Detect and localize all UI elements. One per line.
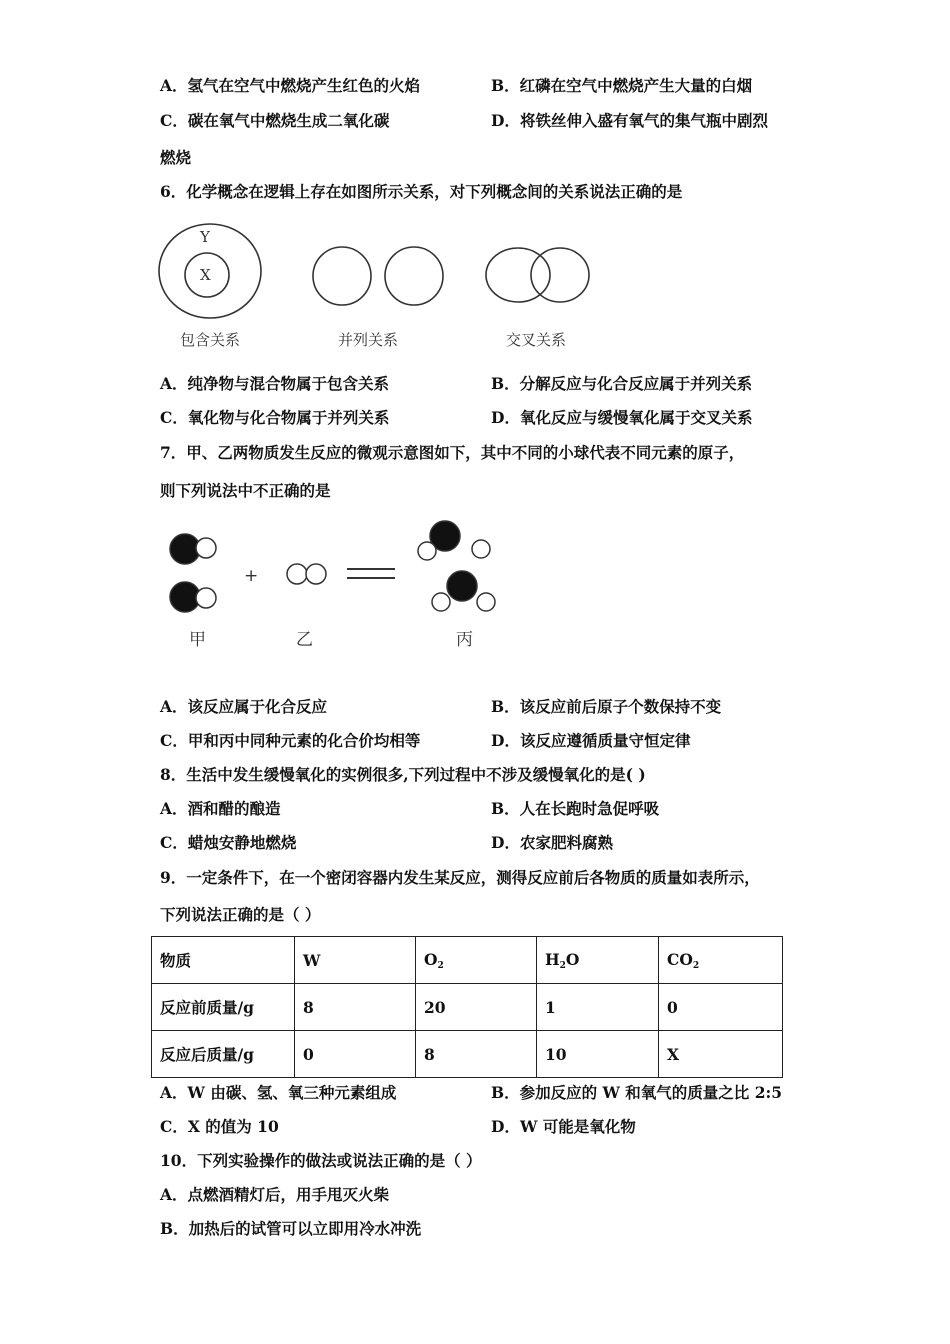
- q8-option-c: C．蜡烛安静地燃烧: [160, 833, 297, 852]
- q9-stem-line1: 9．一定条件下，在一个密闭容器内发生某反应，测得反应前后各物质的质量如表所示，: [160, 868, 760, 887]
- q7-option-a: A．该反应属于化合反应: [160, 697, 328, 716]
- table-cell: 20: [416, 984, 537, 1031]
- header-co2: $CO_2$: [659, 937, 783, 984]
- caption-parallel: 并列关系: [338, 331, 399, 349]
- table-cell: 反应前质量/g: [152, 984, 295, 1031]
- mass-table: [151, 936, 783, 1078]
- q9-option-d: D．W 可能是氧化物: [491, 1117, 636, 1136]
- table-cell: X: [659, 1031, 783, 1078]
- table-cell: 1: [537, 984, 659, 1031]
- q7-option-c: C．甲和丙中同种元素的化合价均相等: [160, 731, 421, 750]
- label-bing: 丙: [456, 630, 473, 650]
- table-cell: 0: [295, 1031, 416, 1078]
- q9-stem-line2: 下列说法正确的是（ ）: [160, 905, 321, 924]
- q6-option-c: C．氧化物与化合物属于并列关系: [160, 408, 390, 427]
- q5-option-b: B．红磷在空气中燃烧产生大量的白烟: [491, 76, 753, 95]
- q6-option-d: D．氧化反应与缓慢氧化属于交叉关系: [491, 408, 753, 427]
- q9-option-c: C．X 的值为 10: [160, 1117, 279, 1136]
- q8-option-a: A．酒和醋的酿造: [160, 799, 281, 818]
- q6-option-b: B．分解反应与化合反应属于并列关系: [491, 374, 753, 393]
- table-cell: 10: [537, 1031, 659, 1078]
- q6-relationship-diagram: [150, 222, 610, 322]
- q10-option-b: B．加热后的试管可以立即用冷水冲洗: [160, 1219, 422, 1238]
- q7-stem-line2: 则下列说法中不正确的是: [160, 481, 331, 500]
- q9-option-b: B．参加反应的 W 和氧气的质量之比 2:5: [491, 1083, 782, 1102]
- caption-containment: 包含关系: [180, 331, 241, 349]
- diagram-label-x: X: [200, 266, 211, 284]
- table-cell: 反应后质量/g: [152, 1031, 295, 1078]
- header-w: W: [295, 937, 416, 984]
- intersect-circle-right: [531, 248, 589, 302]
- header-o2: $O_2$: [416, 937, 537, 984]
- q7-option-d: D．该反应遵循质量守恒定律: [491, 731, 691, 750]
- parallel-circle-right: [385, 247, 443, 305]
- q8-option-d: D．农家肥料腐熟: [491, 833, 613, 852]
- q10-option-a: A．点燃酒精灯后，用手甩灭火柴: [160, 1185, 390, 1204]
- q5-option-d-continued: 燃烧: [160, 148, 192, 167]
- header-h2o: $H_2O$: [537, 937, 659, 984]
- parallel-circle-left: [313, 247, 371, 305]
- q5-option-c: C．碳在氧气中燃烧生成二氧化碳: [160, 111, 390, 130]
- q8-option-b: B．人在长跑时急促呼吸: [491, 799, 660, 818]
- q9-option-a: A．W 由碳、氢、氧三种元素组成: [160, 1083, 397, 1102]
- table-row: [152, 1031, 783, 1078]
- header-substance: 物质: [152, 937, 295, 984]
- table-header-row: [152, 937, 783, 984]
- table-cell: 0: [659, 984, 783, 1031]
- caption-intersection: 交叉关系: [506, 331, 567, 349]
- table-cell: 8: [295, 984, 416, 1031]
- q5-option-a: A．氢气在空气中燃烧产生红色的火焰: [160, 76, 421, 95]
- q6-option-a: A．纯净物与混合物属于包含关系: [160, 374, 390, 393]
- q7-option-b: B．该反应前后原子个数保持不变: [491, 697, 722, 716]
- plus-sign: +: [244, 566, 259, 586]
- q7-reaction-diagram: [160, 518, 520, 618]
- diagram-label-y: Y: [200, 228, 210, 246]
- q6-stem: 6．化学概念在逻辑上存在如图所示关系，对下列概念间的关系说法正确的是: [160, 182, 683, 201]
- label-jia: 甲: [189, 630, 206, 650]
- label-yi: 乙: [296, 630, 313, 650]
- q7-stem-line1: 7．甲、乙两物质发生反应的微观示意图如下，其中不同的小球代表不同元素的原子，: [160, 443, 745, 462]
- q10-stem: 10．下列实验操作的做法或说法正确的是（ ）: [160, 1151, 482, 1170]
- q8-stem: 8．生活中发生缓慢氧化的实例很多,下列过程中不涉及缓慢氧化的是( ): [160, 765, 646, 784]
- table-cell: 8: [416, 1031, 537, 1078]
- table-row: [152, 984, 783, 1031]
- q5-option-d: D．将铁丝伸入盛有氧气的集气瓶中剧烈: [491, 111, 768, 130]
